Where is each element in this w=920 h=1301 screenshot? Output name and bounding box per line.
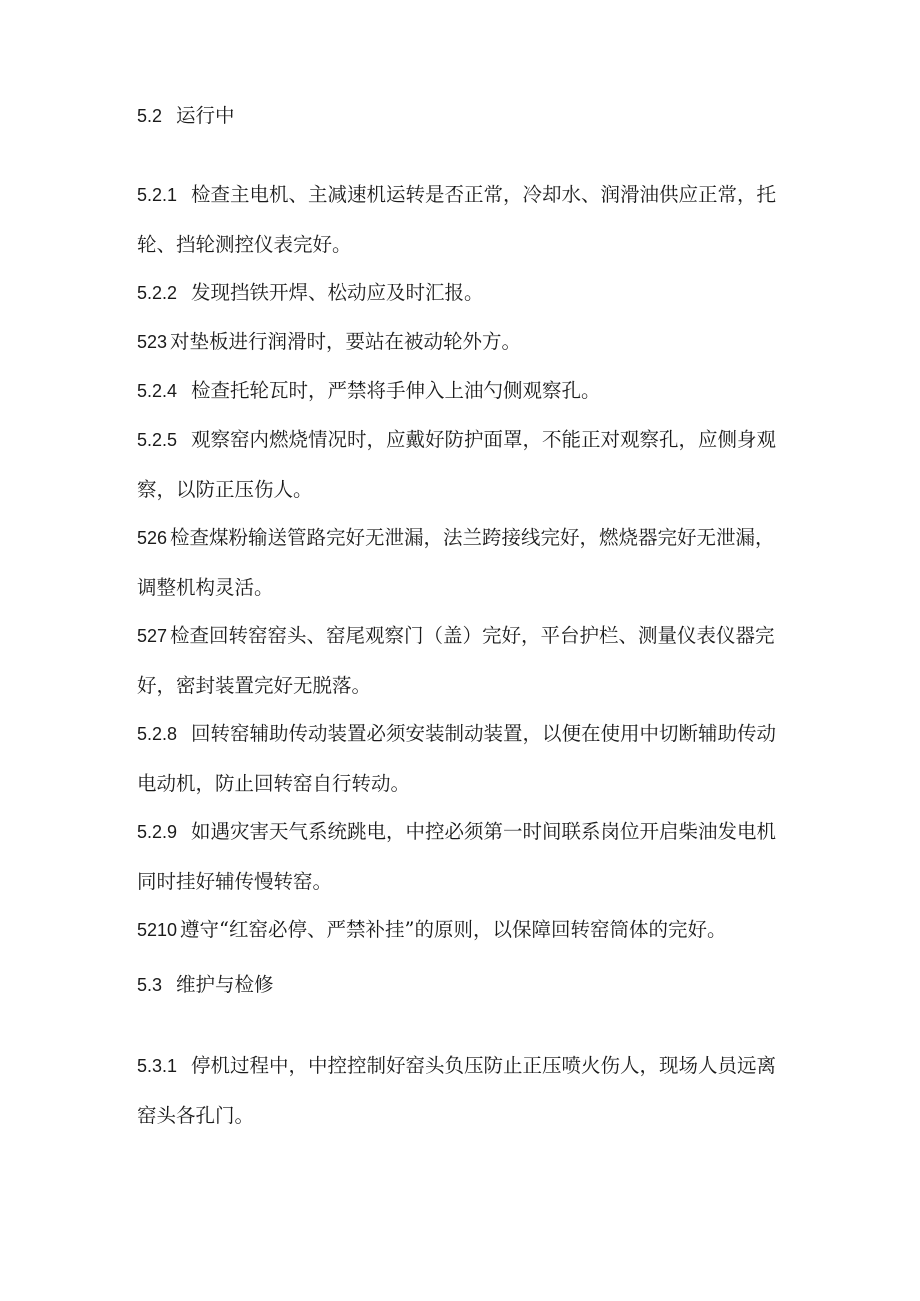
section-number: 526 [137, 528, 168, 548]
paragraph-text: 回转窑辅助传动装置必须安装制动装置，以便在使用中切断辅助传动电动机，防止回转窑自行转动。 [137, 722, 777, 795]
paragraph-text: 观察窑内燃烧情况时，应戴好防护面罩，不能正对观察孔，应侧身观察，以防正压伤人。 [137, 428, 777, 501]
paragraph-text: 如遇灾害天气系统跳电，中控必须第一时间联系岗位开启柴油发电机同时挂好辅传慢转窑。 [137, 820, 777, 893]
section-number: 5210 [137, 920, 178, 940]
paragraph-5-2-5 [137, 415, 782, 514]
paragraph-5-2-3 [137, 317, 782, 367]
paragraph-5-2-10 [137, 905, 782, 955]
section-title: 维护与检修 [176, 973, 274, 996]
paragraph-5-2-6 [137, 513, 782, 612]
paragraph-5-2-4 [137, 366, 782, 416]
section-number: 5.2 [137, 106, 163, 126]
section-number: 5.2.9 [137, 822, 178, 842]
paragraph-text: 检查煤粉输送管路完好无泄漏，法兰跨接线完好，燃烧器完好无泄漏，调整机构灵活。 [137, 526, 775, 599]
paragraph-text: 检查回转窑窑头、窑尾观察门（盖）完好，平台护栏、测量仪表仪器完好，密封装置完好无脱落。 [137, 624, 775, 697]
section-number: 5.2.4 [137, 381, 178, 401]
section-number: 523 [137, 332, 168, 352]
section-heading-5-2 [137, 91, 782, 141]
section-number: 5.2.2 [137, 283, 178, 303]
section-heading-5-3 [137, 960, 782, 1010]
section-number: 5.3.1 [137, 1056, 178, 1076]
paragraph-5-2-9 [137, 807, 782, 906]
paragraph-5-3-1 [137, 1041, 782, 1140]
paragraph-5-2-2 [137, 268, 782, 318]
section-number: 527 [137, 626, 168, 646]
paragraph-5-2-1 [137, 170, 782, 269]
section-title: 运行中 [176, 104, 235, 127]
section-number: 5.2.5 [137, 430, 178, 450]
section-number: 5.3 [137, 975, 163, 995]
section-number: 5.2.8 [137, 724, 178, 744]
paragraph-text: 遵守“红窑必停、严禁补挂”的原则，以保障回转窑筒体的完好。 [180, 918, 727, 941]
paragraph-5-2-7 [137, 611, 782, 710]
paragraph-text: 停机过程中，中控控制好窑头负压防止正压喷火伤人，现场人员远离窑头各孔门。 [137, 1054, 777, 1127]
paragraph-text: 检查托轮瓦时，严禁将手伸入上油勺侧观察孔。 [191, 379, 601, 402]
section-number: 5.2.1 [137, 185, 178, 205]
paragraph-text: 对垫板进行润滑时，要站在被动轮外方。 [170, 330, 522, 353]
paragraph-text: 发现挡铁开焊、松动应及时汇报。 [191, 281, 484, 304]
paragraph-text: 检查主电机、主减速机运转是否正常，冷却水、润滑油供应正常，托轮、挡轮测控仪表完好。 [137, 183, 777, 256]
paragraph-5-2-8 [137, 709, 782, 808]
